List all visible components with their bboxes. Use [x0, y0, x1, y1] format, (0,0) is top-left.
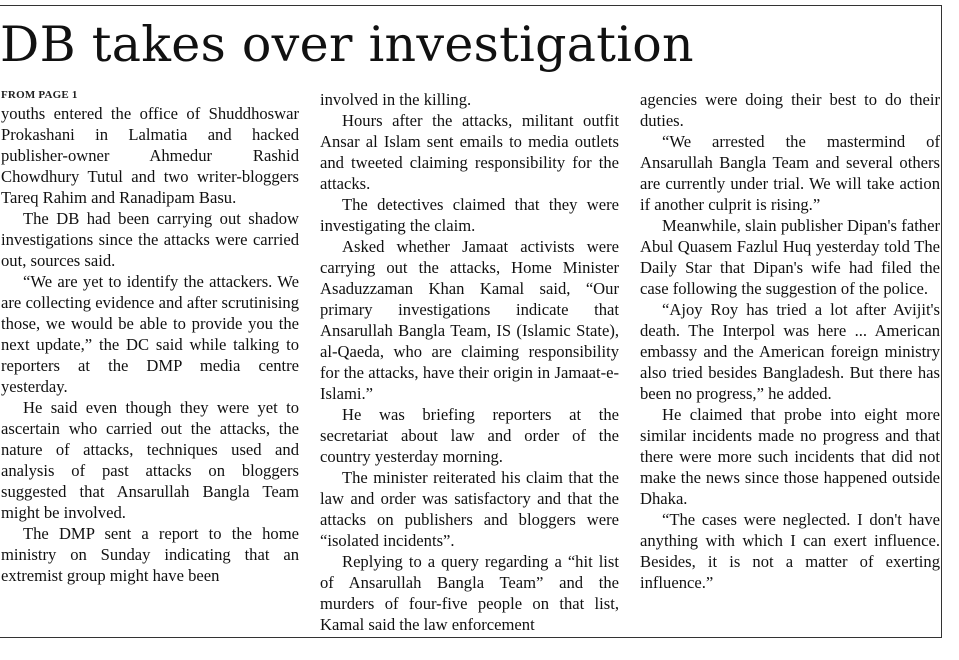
paragraph: He claimed that probe into eight more similar incidents made no progress and that there were more such incidents that did not make the news since those happened outside Dhaka. [640, 405, 940, 508]
continuation-kicker: FROM PAGE 1 [1, 89, 78, 101]
top-border-rule [0, 5, 942, 6]
article-headline: DB takes over investigation [0, 16, 694, 73]
bottom-border-rule [0, 637, 942, 638]
paragraph: agencies were doing their best to do their duties. [640, 90, 940, 130]
paragraph: The DB had been carrying out shadow investigations since the attacks were carried out, sources said. [1, 209, 299, 270]
paragraph: “We arrested the mastermind of Ansarullah Bangla Team and several others are currently under trial. We will take action if another culprit is rising.” [640, 132, 940, 214]
paragraph: He was briefing reporters at the secretariat about law and order of the country yesterday morning. [320, 405, 619, 466]
paragraph: The DMP sent a report to the home ministry on Sunday indicating that an extremist group might have been [1, 524, 299, 585]
article-column-3 [640, 89, 940, 593]
paragraph: The minister reiterated his claim that the law and order was satisfactory and that the attacks on publishers and bloggers were “isolated incidents”. [320, 468, 619, 550]
paragraph: involved in the killing. [320, 90, 472, 109]
right-border-rule [941, 5, 942, 637]
paragraph: “We are yet to identify the attackers. We are collecting evidence and after scrutinising those, we would be able to provide you the next update,” the DC said while talking to reporters at the DMP media centre yesterday. [1, 272, 299, 396]
paragraph: Replying to a query regarding a “hit list of Ansarullah Bangla Team” and the murders of four-five people on that list, Kamal said the law enforcement [320, 552, 619, 634]
paragraph: Meanwhile, slain publisher Dipan's father Abul Quasem Fazlul Huq yesterday told The Daily Star that Dipan's wife had filed the case following the suggestion of the police. [640, 216, 940, 298]
paragraph: “The cases were neglected. I don't have anything with which I can exert influence. Besides, it is not a matter of exerting influence.” [640, 510, 940, 592]
paragraph: Asked whether Jamaat activists were carrying out the attacks, Home Minister Asaduzzaman Khan Kamal said, “Our primary investigations indicate that Ansarullah Bangla Team, IS (Islamic State), al-Qaeda, who are claiming responsibility for the attacks, have their origin in Jamaat-e-Islami.” [320, 237, 619, 403]
article-column-1 [1, 88, 299, 586]
paragraph: Hours after the attacks, militant outfit Ansar al Islam sent emails to media outlets and tweeted claiming responsibility for the attacks. [320, 111, 619, 193]
paragraph: youths entered the office of Shuddhoswar Prokashani in Lalmatia and hacked publisher-owner Ahmedur Rashid Chowdhury Tutul and two writer-bloggers Tareq Rahim and Ranadipam Basu. [1, 104, 299, 207]
paragraph: The detectives claimed that they were investigating the claim. [320, 195, 619, 235]
paragraph: He said even though they were yet to ascertain who carried out the attacks, the nature of attacks, techniques used and analysis of past attacks on bloggers suggested that Ansarullah Bangla Team might be involved. [1, 398, 299, 522]
paragraph: “Ajoy Roy has tried a lot after Avijit's death. The Interpol was here ... American embassy and the American foreign ministry also tried besides Bangladesh. But there has been no progress,” he added. [640, 300, 940, 403]
article-column-2 [320, 89, 619, 635]
